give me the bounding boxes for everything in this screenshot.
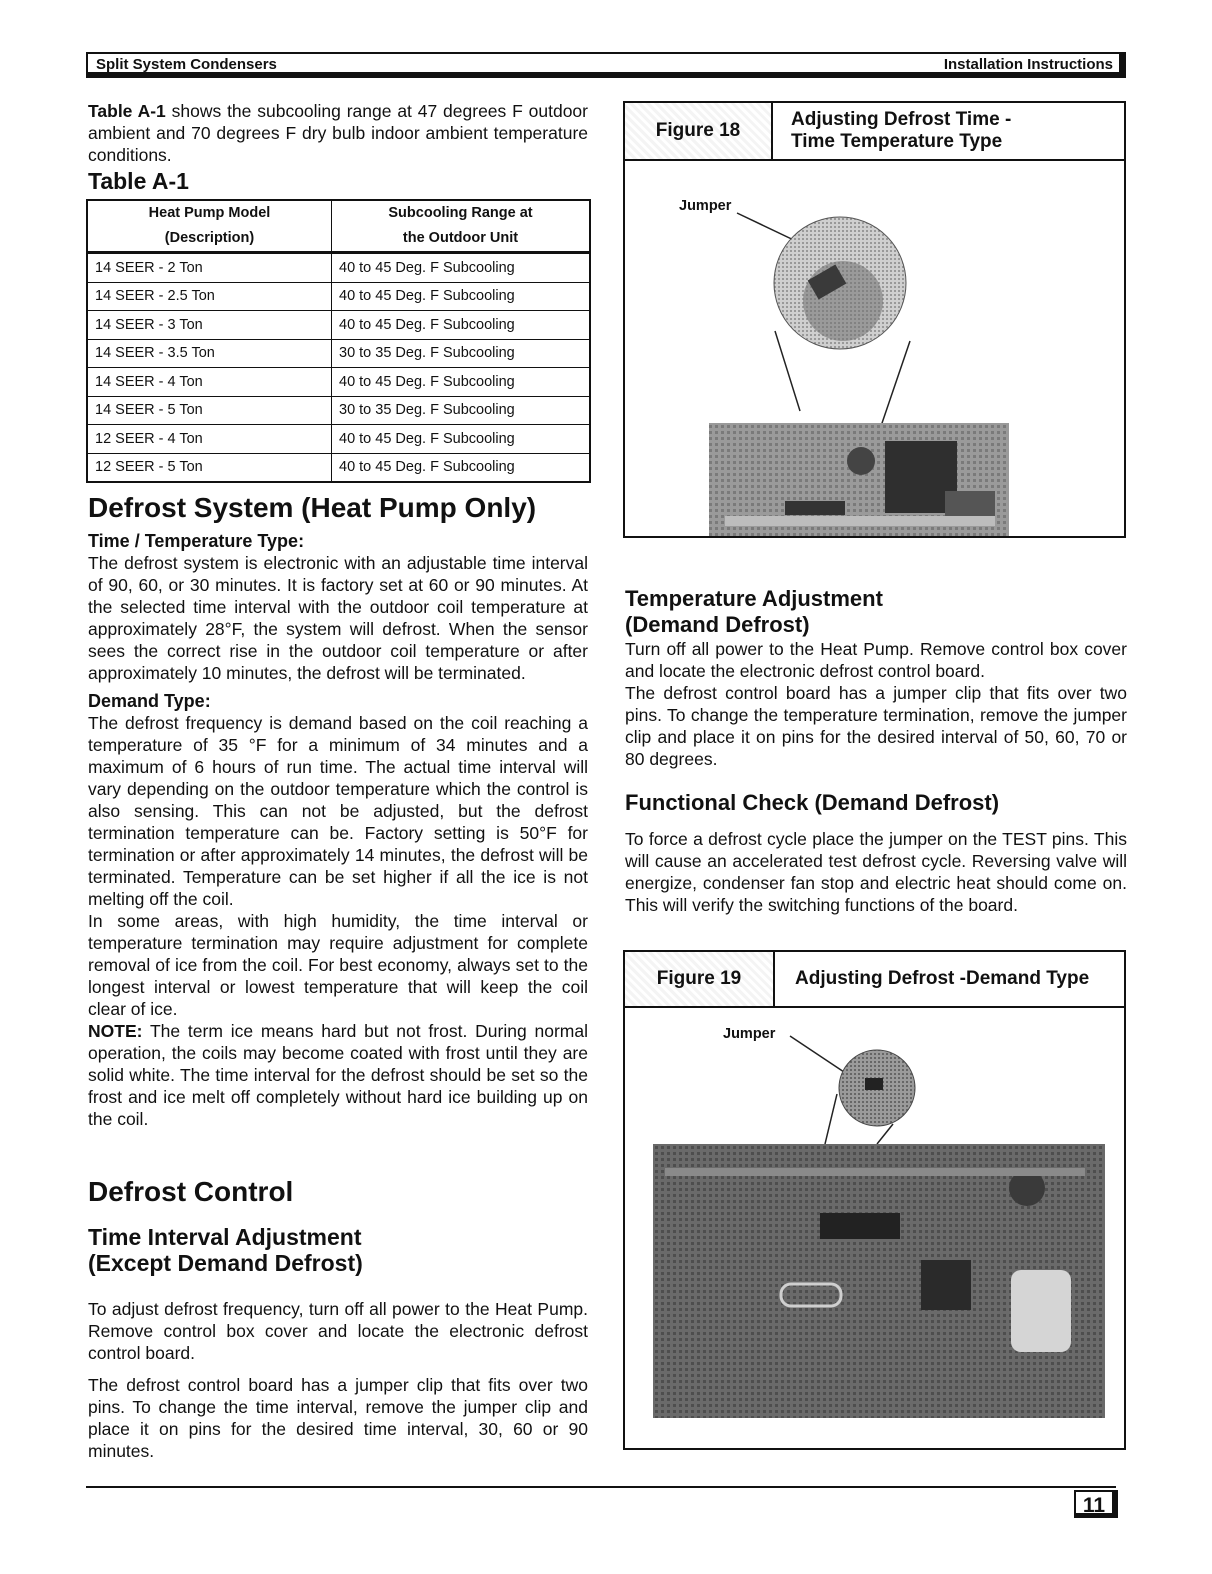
figure-19-title: Adjusting Defrost -Demand Type (795, 968, 1090, 989)
table-cell: 40 to 45 Deg. F Subcooling (332, 425, 591, 454)
table-title: Table A-1 (88, 168, 189, 194)
intro-lead-bold: Table A-1 (88, 101, 166, 121)
table-cell: 40 to 45 Deg. F Subcooling (332, 311, 591, 340)
table-row (87, 311, 590, 340)
page-number: 11 (1074, 1490, 1118, 1518)
table-header-model (87, 200, 332, 253)
table-row (87, 396, 590, 425)
defrost-control-section (88, 1176, 588, 1462)
table-cell: 12 SEER - 4 Ton (87, 425, 332, 454)
demand-text: The defrost frequency is demand based on the coil reaching a temperature of 35 °F for a minimum of 34 minutes and a maximum of 6 hours of run time. The actual time interval will vary depending on the outdoor temperature which the control is also sensing. This can not be adjusted, but the defrost termination temperature can be. Factory setting is 50°F for termination or after approximately 14 minutes, the defrost will be terminated. Temperature can be set higher if all the ice is not melting off the coil. (88, 713, 588, 909)
temp-adjust-heading-line1: Temperature Adjustment (625, 586, 883, 611)
table-row (87, 282, 590, 311)
temp-adjust-para1: Turn off all power to the Heat Pump. Remove control box cover and locate the electronic defrost control board. (625, 639, 1127, 681)
figure-18-board-photo (625, 161, 1124, 536)
subcooling-table (86, 199, 591, 483)
table-row (87, 339, 590, 368)
figure-18-title-line2: Time Temperature Type (791, 131, 1003, 152)
table-cell: 14 SEER - 2 Ton (87, 253, 332, 283)
temp-adjust-heading-line2: (Demand Defrost) (625, 612, 810, 637)
time-temp-text: The defrost system is electronic with an adjustable time interval of 90, 60, or 30 minutes. It is factory set at 60 or 90 minutes. At the selected time interval with the outdoor coil temperature at approximately 28°F, the system will defrost. When the sensor sees the correct rise in the outdoor coil temperature or after approximately 10 minutes, the defrost will be terminated. (88, 553, 588, 683)
footer-rule (86, 1486, 1116, 1488)
table-cell: 14 SEER - 2.5 Ton (87, 282, 332, 311)
header-left: Split System Condensers (96, 56, 277, 73)
except-demand-heading: (Except Demand Defrost) (88, 1250, 363, 1276)
table-cell: 14 SEER - 5 Ton (87, 396, 332, 425)
time-temp-heading: Time / Temperature Type: (88, 531, 305, 551)
intro-lead-text: shows the subcooling range at 47 degrees F outdoor ambient and 70 degrees F dry bulb indoor ambient temperature conditions. (88, 101, 588, 165)
temp-adjust-para2: The defrost control board has a jumper clip that fits over two pins. To change the temperature termination, remove the jumper clip and place it on pins for the desired interval of 50, 60, 70 or 80 degrees. (625, 683, 1127, 769)
page-header (86, 52, 1126, 78)
table-cell: 14 SEER - 3.5 Ton (87, 339, 332, 368)
table-row (87, 253, 590, 283)
figure-19-label: Figure 19 (625, 952, 775, 1008)
table-header-row (87, 200, 590, 253)
figure-18-jumper-label: Jumper (679, 198, 732, 214)
header-model-line1: Heat Pump Model (148, 205, 271, 221)
header-model-line2: (Description) (164, 230, 255, 246)
figure-19 (623, 950, 1126, 1450)
figure-19-jumper-label: Jumper (723, 1026, 776, 1042)
defrost-control-para2: The defrost control board has a jumper clip that fits over two pins. To change the time interval, remove the jumper clip and place it on pins for the desired time interval, 30, 60 or 90 minutes. (88, 1375, 588, 1461)
header-range-line2: the Outdoor Unit (402, 230, 519, 246)
defrost-control-heading: Defrost Control (88, 1176, 294, 1207)
note-label: NOTE: (88, 1021, 143, 1041)
table-cell: 40 to 45 Deg. F Subcooling (332, 253, 591, 283)
header-range-line1: Subcooling Range at (388, 205, 533, 221)
functional-check-text: To force a defrost cycle place the jumper on the TEST pins. This will cause an accelerated test defrost cycle. Reversing valve will energize, condenser fan stop and electric heat should come on. This will verify the switching functions of the board. (625, 829, 1127, 915)
figure-19-board-photo (625, 1008, 1124, 1448)
figure-18 (623, 101, 1126, 538)
defrost-control-para1: To adjust defrost frequency, turn off all power to the Heat Pump. Remove control box cover and locate the electronic defrost control board. (88, 1299, 588, 1363)
table-row (87, 368, 590, 397)
defrost-system-section (88, 492, 588, 1130)
table-cell: 30 to 35 Deg. F Subcooling (332, 396, 591, 425)
humidity-text: In some areas, with high humidity, the time interval or temperature termination may require adjustment for complete removal of ice from the coil. For best economy, always set to the longest interval or lowest temperature that will keep the coil clear of ice. (88, 911, 588, 1019)
figure-18-title (791, 109, 1011, 153)
table-row (87, 425, 590, 454)
table-cell: 40 to 45 Deg. F Subcooling (332, 368, 591, 397)
temperature-adjustment-section (625, 586, 1127, 770)
table-cell: 30 to 35 Deg. F Subcooling (332, 339, 591, 368)
header-right: Installation Instructions (943, 56, 1113, 73)
time-interval-heading: Time Interval Adjustment (88, 1224, 362, 1250)
figure-18-label: Figure 18 (625, 103, 773, 161)
figure-18-title-line1: Adjusting Defrost Time - (791, 109, 1012, 130)
table-row (87, 453, 590, 482)
functional-check-section (625, 790, 1127, 916)
table-cell: 40 to 45 Deg. F Subcooling (332, 282, 591, 311)
intro-block (88, 100, 588, 194)
table-cell: 14 SEER - 4 Ton (87, 368, 332, 397)
functional-check-heading: Functional Check (Demand Defrost) (625, 790, 1000, 815)
table-cell: 40 to 45 Deg. F Subcooling (332, 453, 591, 482)
defrost-system-heading: Defrost System (Heat Pump Only) (88, 492, 537, 523)
table-cell: 12 SEER - 5 Ton (87, 453, 332, 482)
table-cell: 14 SEER - 3 Ton (87, 311, 332, 340)
table-header-range (332, 200, 591, 253)
note-text: The term ice means hard but not frost. During normal operation, the coils may become coated with frost until they are solid white. The time interval for the defrost should be set so the frost and ice melt off completely without hard ice building up on the coil. (88, 1021, 588, 1129)
demand-heading: Demand Type: (88, 691, 211, 711)
